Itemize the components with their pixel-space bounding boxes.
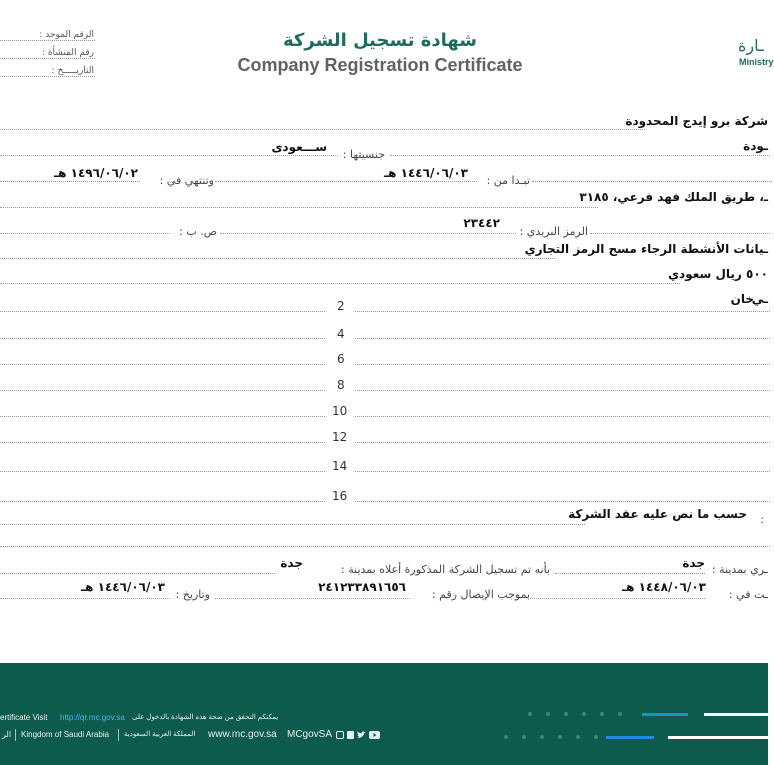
ministry-logo-ar: ـارة (738, 36, 764, 55)
company-name: شركة برو إيدج المحدودة (625, 114, 768, 128)
row-line (355, 311, 770, 312)
date-label: التاريـــــخ : (51, 66, 94, 76)
kingdom-ar: المملكة العربية السعودية (124, 731, 196, 738)
row-line (355, 390, 770, 391)
footer-band (0, 663, 768, 765)
row-line (0, 546, 770, 547)
nationality-label: جنسيتها : (342, 148, 385, 161)
management-colon: : (760, 513, 764, 526)
row-line (355, 416, 770, 417)
registered-text: بأنه تم تسجيل الشركة المذكورة أعلاه بمدينة : (341, 563, 550, 576)
partner-prefix: ـي (751, 292, 768, 306)
twitter-icon[interactable] (357, 731, 366, 739)
city2-value: جدة (280, 556, 303, 570)
city1-value: جدة (682, 556, 705, 570)
receipt-number: ٢٤١٢٣٣٨٩١٦٥٦ (318, 580, 406, 594)
kingdom-en: Kingdom of Saudi Arabia (21, 730, 110, 739)
decor-line (704, 713, 768, 716)
postal-code-value: ٢٣٤٤٢ (463, 216, 500, 230)
ends-label: وتنتهي في : (159, 174, 214, 187)
row-line (0, 258, 555, 259)
row-line (0, 442, 325, 443)
row-line (0, 233, 170, 234)
certificate-title-en: Company Registration Certificate (237, 55, 523, 75)
instagram-icon[interactable] (336, 731, 344, 739)
row-line (0, 311, 325, 312)
row-line (0, 129, 645, 130)
nationality-value: ســـعودى (271, 140, 327, 154)
postal-code-label: الرمز البريدي : (519, 225, 588, 238)
receipt-date-label: وتاريخ : (175, 588, 210, 601)
address-value: ـ، طريق الملك فهد فرعي، ٣١٨٥ (579, 190, 768, 204)
row-line (0, 598, 170, 599)
pobox-label: ص. ب : (179, 225, 217, 238)
row-number: 2 (337, 299, 345, 313)
row-line (0, 416, 325, 417)
management-value: حسب ما نص عليه عقد الشركة (568, 507, 747, 521)
row-line (0, 207, 598, 208)
activities-note: ـيانات الأنشطة الرجاء مسح الرمز التجاري (524, 242, 768, 256)
row-line (0, 501, 325, 502)
verify-url-link[interactable]: http://qr.mc.gov.sa (60, 713, 125, 722)
starts-value: ١٤٤٦/٠٦/٠٣ هـ (384, 166, 468, 180)
youtube-icon[interactable] (369, 731, 380, 739)
row-line (215, 181, 477, 182)
row-line (532, 181, 772, 182)
row-line (0, 364, 325, 365)
company-type: ـودة (743, 139, 768, 153)
establishment-number-label: رقم المنشأة : (41, 48, 94, 58)
capital-value: ٥٠٠ ريال سعودي (668, 267, 768, 281)
receipt-label: بموجب الإيصال رقم : (431, 588, 530, 601)
row-number: 14 (332, 459, 348, 473)
social-handle: MCgovSA (287, 729, 333, 740)
row-line (590, 233, 770, 234)
row-line (220, 233, 516, 234)
website-link[interactable]: www.mc.gov.sa (208, 729, 277, 740)
row-number: 8 (337, 378, 345, 392)
ministry-logo-en: Ministry (739, 57, 774, 67)
decor-line (606, 736, 654, 739)
verify-text-ar: يمكنكم التحقق من صحة هذه الشهادة بالدخول على (132, 714, 279, 721)
unified-number-label: الرقم الموحد : (39, 30, 94, 40)
row-line (0, 338, 325, 339)
date-line (0, 76, 95, 77)
row-line (0, 181, 140, 182)
ends-value: ١٤٩٦/٠٦/٠٢ هـ (54, 166, 138, 180)
row-line (555, 573, 705, 574)
row-line (355, 501, 770, 502)
row-number: 10 (332, 404, 348, 418)
row-number: 12 (332, 430, 348, 444)
row-line (355, 442, 770, 443)
row-number: 16 (332, 489, 348, 503)
decor-line (668, 736, 768, 739)
decor-line (642, 713, 688, 716)
partner-name: خان (730, 292, 754, 306)
row-line (0, 390, 325, 391)
row-line (530, 598, 705, 599)
city1-label: ـري بمدينة : (711, 563, 768, 576)
row-line (0, 155, 338, 156)
row-number: 4 (337, 327, 345, 341)
facebook-icon[interactable] (347, 731, 354, 739)
footer-left-partial: الر (2, 730, 12, 739)
receipt-date-value: ١٤٤٦/٠٦/٠٣ هـ (81, 580, 165, 594)
row-line (0, 573, 275, 574)
divider (15, 729, 16, 741)
certificate-title-ar: شهادة تسجيل الشركة (282, 30, 478, 51)
establishment-number-line (0, 58, 95, 59)
starts-label: تبـدا من : (486, 174, 530, 187)
row-line (0, 524, 585, 525)
row-line (355, 471, 770, 472)
divider (118, 729, 119, 741)
row-line (355, 364, 770, 365)
expires-value: ١٤٤٨/٠٦/٠٣ هـ (622, 580, 706, 594)
row-line (0, 471, 325, 472)
unified-number-line (0, 40, 95, 41)
row-number: 6 (337, 352, 345, 366)
row-line (390, 155, 770, 156)
verify-text-en: ertificate Visit (0, 713, 48, 722)
row-line (0, 283, 680, 284)
row-line (215, 598, 410, 599)
expires-label: ـت في : (728, 588, 768, 601)
row-line (355, 338, 770, 339)
